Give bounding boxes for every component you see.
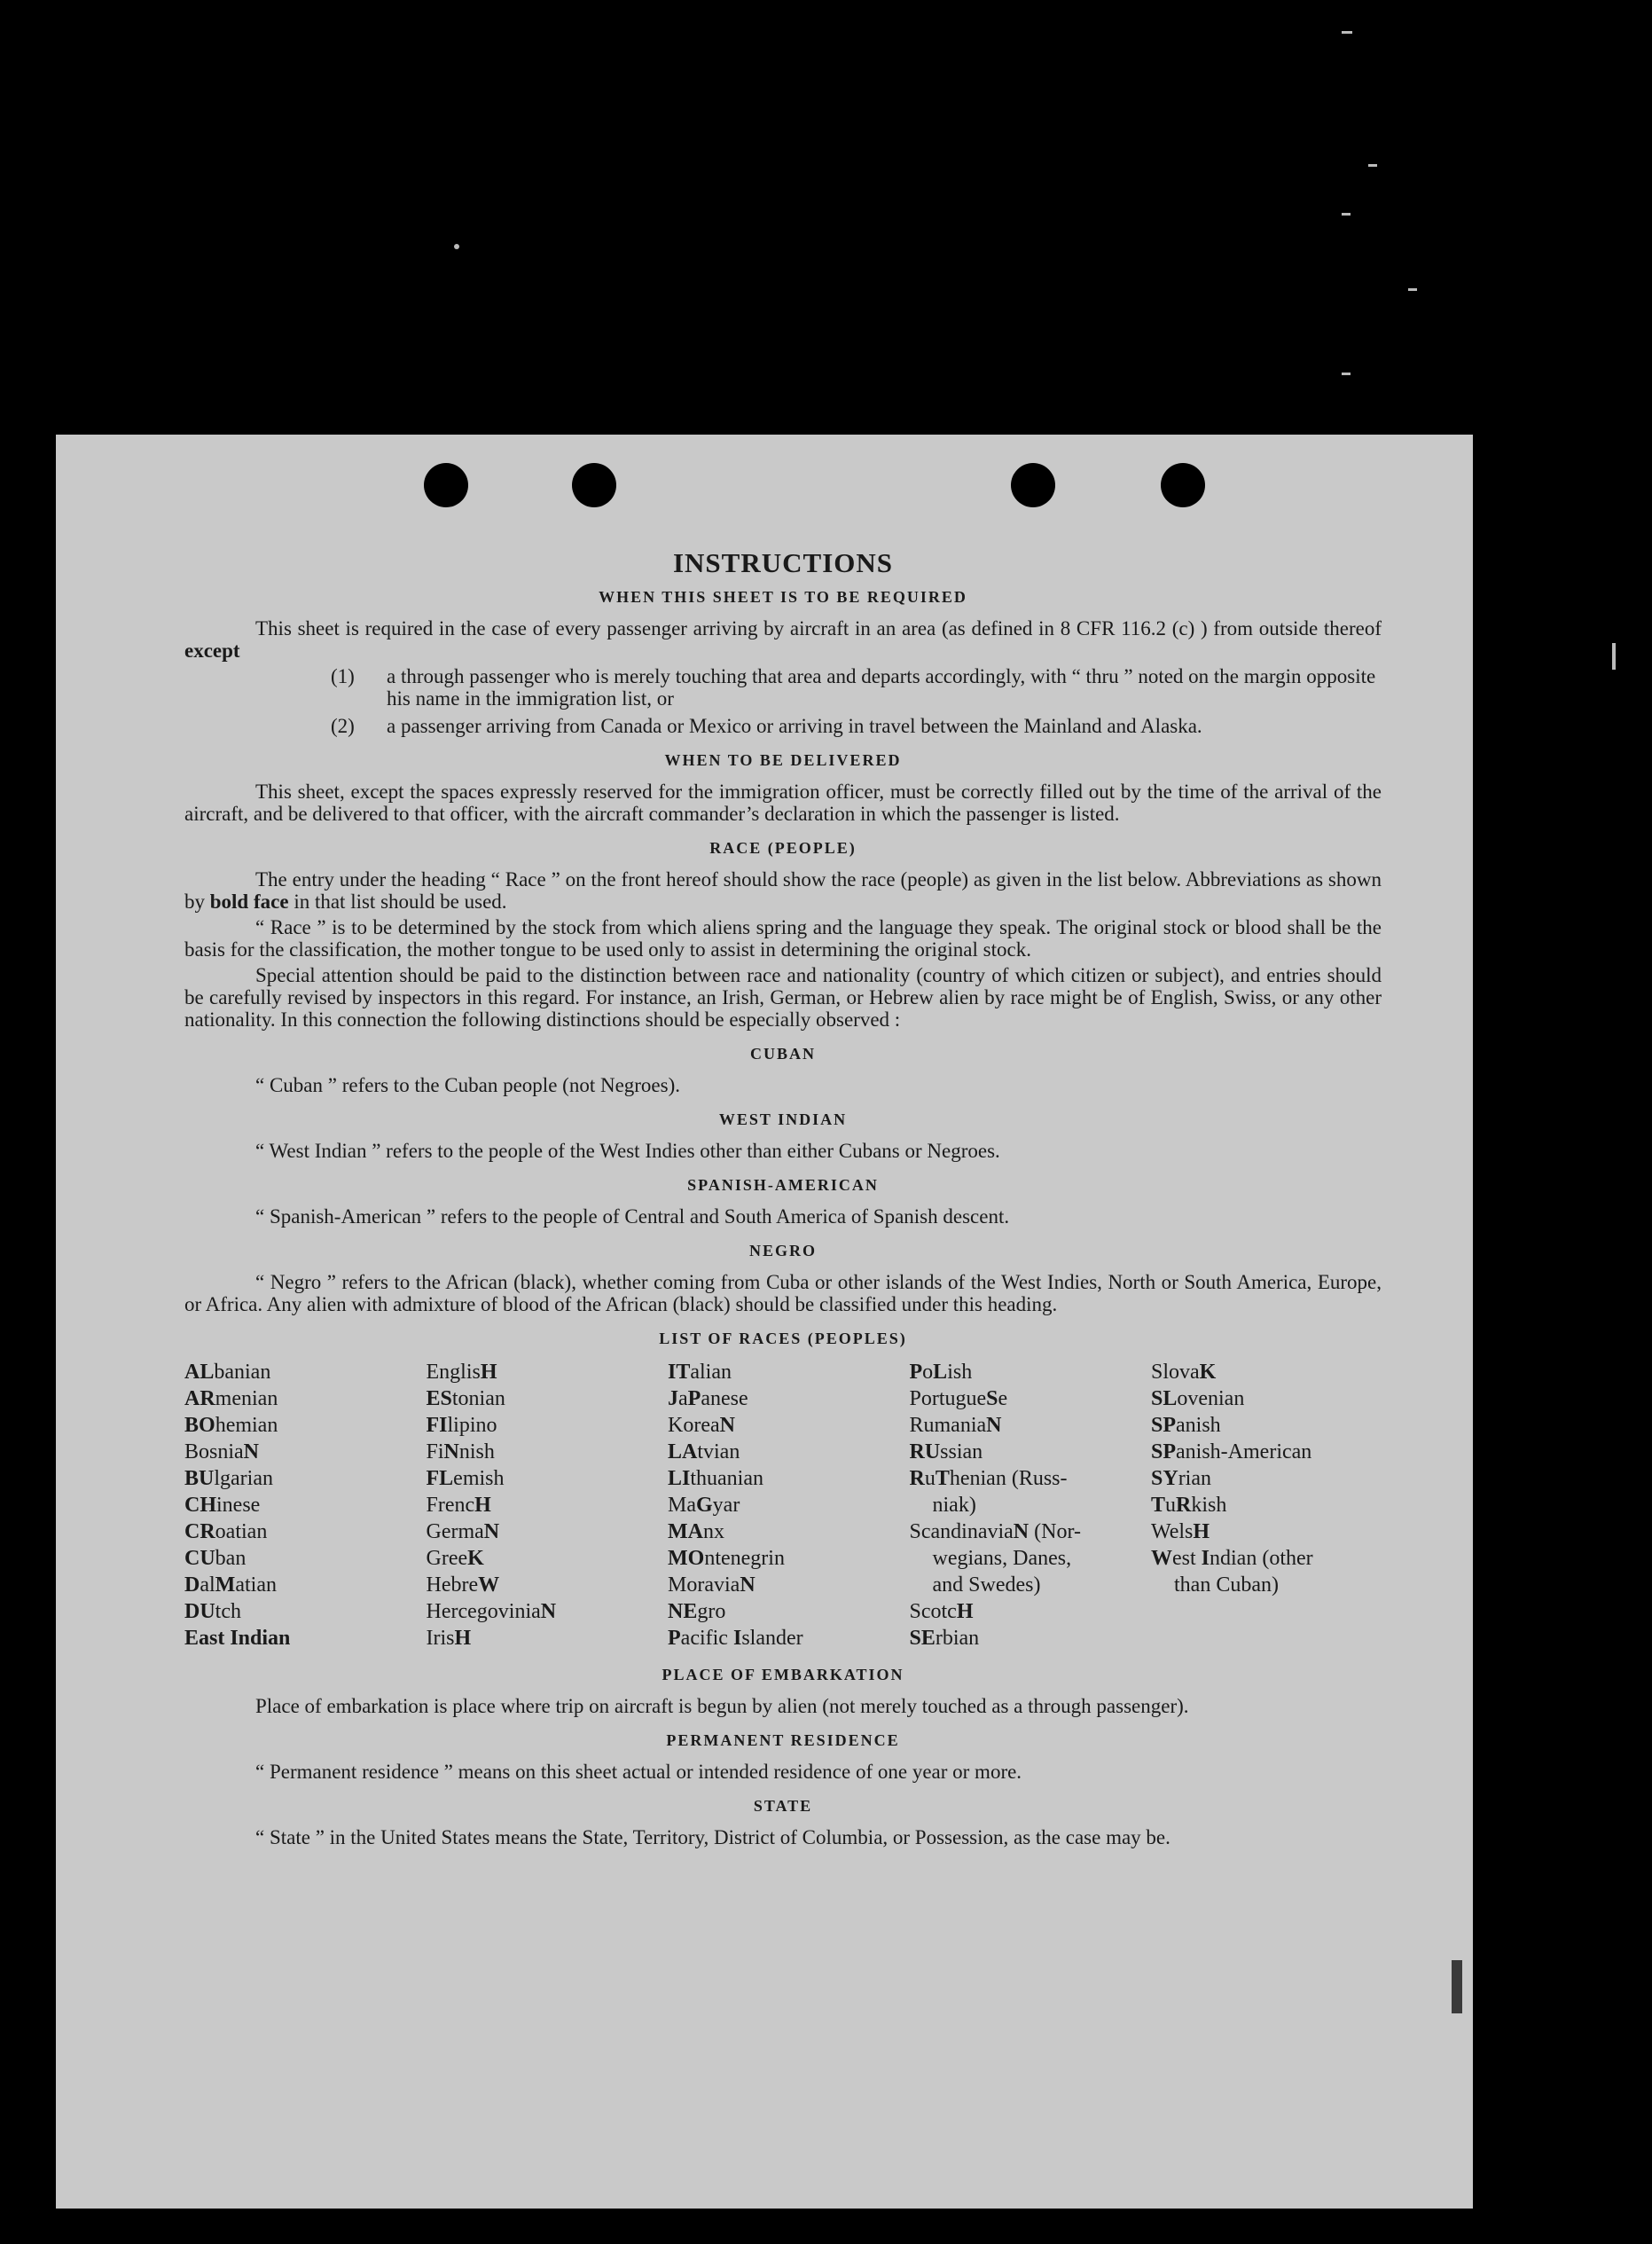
race-column-1 [184, 1359, 415, 1652]
race-entry [184, 1492, 415, 1518]
when-required-intro-text: This sheet is required in the case of every passenger arriving by aircraft in an area (as defined in 8 CFR 116.2 (c) ) from outside thereof [255, 617, 1382, 639]
race-text-part: menian [215, 1387, 278, 1410]
race-text-part: oatian [215, 1520, 268, 1543]
race-text-part: Englis [426, 1361, 481, 1384]
race-entry [668, 1385, 898, 1412]
document-sheet [56, 435, 1473, 2209]
race-text-part: hemian [215, 1414, 278, 1437]
race-text-part: tonian [451, 1387, 505, 1410]
scan-speck [1342, 31, 1352, 34]
race-column-5 [1151, 1359, 1382, 1652]
race-entry [427, 1439, 657, 1465]
race-entry [668, 1545, 898, 1572]
race-abbrev-part: BU [184, 1467, 215, 1490]
section-heading-race: RACE (PEOPLE) [709, 839, 857, 857]
race-abbrev-part: L [933, 1361, 948, 1384]
race-text-part: than Cuban) [1174, 1573, 1279, 1597]
race-abbrev-part: N [986, 1414, 1002, 1437]
race-abbrev-part: East Indian [184, 1627, 291, 1650]
race-abbrev-part: N [243, 1440, 260, 1463]
race-text-part: Fi [426, 1440, 444, 1463]
race-text-part: Scandinavia [909, 1520, 1014, 1543]
race-abbrev-part: N [540, 1600, 557, 1623]
race-entry [427, 1545, 657, 1572]
scan-speck [1342, 373, 1351, 375]
race-entry [668, 1359, 898, 1385]
race-column-4 [910, 1359, 1140, 1652]
race-text-part: ntenegrin [704, 1547, 785, 1570]
race-abbrev-part: N [1013, 1520, 1030, 1543]
race-text-part: Bosnia [184, 1440, 244, 1463]
race-entry [1151, 1518, 1382, 1545]
race-abbrev-part: LI [668, 1467, 691, 1490]
race-text-part: lgarian [214, 1467, 273, 1490]
race-p1-bold: bold face [209, 891, 289, 913]
race-abbrev-part: MA [668, 1520, 703, 1543]
race-entry [427, 1465, 657, 1492]
punch-hole [1011, 463, 1055, 507]
race-text-part: Korea [668, 1414, 720, 1437]
race-entry [668, 1465, 898, 1492]
negro-text: “ Negro ” refers to the African (black), whether coming from Cuba or other islands of the West Indies, North or South America, Europe, or Africa. Any alien with admixture of blood of the African (black) should be classified under this heading. [184, 1271, 1382, 1315]
race-entry [184, 1385, 415, 1412]
race-text-part: slander [741, 1627, 803, 1650]
race-entry [184, 1518, 415, 1545]
race-abbrev-part: N [443, 1440, 459, 1463]
race-entry [1151, 1465, 1382, 1492]
race-entry [1151, 1545, 1382, 1572]
race-entry [184, 1465, 415, 1492]
when-required-intro [184, 617, 1382, 662]
exception-number: (2) [331, 715, 355, 737]
race-text-part: rbian [935, 1627, 980, 1650]
race-text-part: u [1165, 1494, 1177, 1517]
race-entry [184, 1439, 415, 1465]
race-abbrev-part: H [956, 1600, 974, 1623]
race-abbrev-part: H [480, 1361, 497, 1384]
race-text-part: thuanian [690, 1467, 763, 1490]
section-heading-state: STATE [753, 1797, 813, 1815]
race-abbrev-part: DU [184, 1600, 215, 1623]
race-entry [184, 1598, 415, 1625]
race-abbrev-part: IT [668, 1361, 691, 1384]
race-abbrev-part: P [909, 1361, 923, 1384]
west-indian-text: “ West Indian ” refers to the people of the West Indies other than either Cubans or Negroes. [255, 1140, 1000, 1162]
race-text-part: Gree [426, 1547, 468, 1570]
race-abbrev-part: SY [1151, 1467, 1178, 1490]
race-paragraph-1 [184, 868, 1382, 913]
race-abbrev-part: N [719, 1414, 735, 1437]
race-entry [668, 1439, 898, 1465]
race-abbrev-part: CR [184, 1520, 215, 1543]
race-text-part: banian [214, 1361, 271, 1384]
race-entry [427, 1625, 657, 1652]
section-heading-list-of-races: LIST OF RACES (PEOPLES) [659, 1330, 907, 1347]
race-abbrev-part: I [1201, 1547, 1210, 1570]
race-entry [184, 1625, 415, 1652]
race-text-part: a [678, 1387, 688, 1410]
punch-hole [1161, 463, 1205, 507]
race-abbrev-part: FL [426, 1467, 454, 1490]
place-of-embarkation-text: Place of embarkation is place where trip on aircraft is begun by alien (not merely touched as a through passenger). [255, 1695, 1189, 1717]
race-abbrev-part: NE [668, 1600, 698, 1623]
race-text-part: and Swedes) [932, 1573, 1041, 1597]
race-abbrev-part: H [1193, 1520, 1210, 1543]
race-abbrev-part: N [740, 1573, 756, 1597]
race-abbrev-part: M [215, 1573, 236, 1597]
race-entry [910, 1598, 1140, 1625]
when-delivered-text: This sheet, except the spaces expressly reserved for the immigration officer, must be correctly filled out by the time of the arrival of the aircraft, and be delivered to that officer, with the aircraft commander’s declaration in which the passenger is listed. [184, 781, 1382, 825]
race-entry [668, 1492, 898, 1518]
race-text-part: wegians, Danes, [932, 1547, 1072, 1570]
exception-item-2 [184, 715, 1382, 737]
scan-speck [1612, 643, 1616, 670]
race-text-part: est [1172, 1547, 1202, 1570]
race-entry [668, 1572, 898, 1598]
exception-text: a through passenger who is merely touching that area and departs accordingly, with “ thru ” noted on the margin opposite his name in the immigration list, or [387, 665, 1376, 710]
punch-hole [572, 463, 616, 507]
race-abbrev-part: T [1151, 1494, 1166, 1517]
race-list [184, 1359, 1382, 1652]
race-abbrev-part: I [732, 1627, 742, 1650]
punch-hole [424, 463, 468, 507]
race-text-part: Slova [1151, 1361, 1200, 1384]
race-abbrev-part: SL [1151, 1387, 1178, 1410]
race-text-part: Frenc [426, 1494, 475, 1517]
race-text-part: niak) [932, 1494, 976, 1517]
race-entry [184, 1359, 415, 1385]
section-heading-when-delivered: WHEN TO BE DELIVERED [664, 751, 902, 769]
race-entry [427, 1412, 657, 1439]
scan-speck [1408, 288, 1417, 291]
race-paragraph-3: Special attention should be paid to the distinction between race and nationality (country of which citizen or subject), and entries should be carefully revised by inspectors in this regard. For instance, an Irish, German, or Hebrew alien by race might be of English, Swiss, or any other nationality. In this connection the following distinctions should be especially observed : [184, 964, 1382, 1031]
race-abbrev-part: CU [184, 1547, 215, 1570]
race-entry [427, 1572, 657, 1598]
race-entry [427, 1518, 657, 1545]
race-abbrev-part: H [454, 1627, 472, 1650]
race-abbrev-part: R [1176, 1494, 1192, 1517]
race-entry [910, 1412, 1140, 1439]
race-text-part: inese [216, 1494, 261, 1517]
race-text-part: atian [235, 1573, 277, 1597]
race-text-part: anish-American [1176, 1440, 1312, 1463]
race-abbrev-part: ES [426, 1387, 452, 1410]
exception-number: (1) [331, 665, 355, 687]
race-abbrev-part: W [1151, 1547, 1172, 1570]
section-heading-permanent-residence: PERMANENT RESIDENCE [666, 1731, 900, 1749]
race-text-part: henian (Russ- [949, 1467, 1068, 1490]
race-text-part: yar [712, 1494, 740, 1517]
exception-text: a passenger arriving from Canada or Mexico or arriving in travel between the Mainland and Alaska. [387, 715, 1202, 737]
race-abbrev-part: P [687, 1387, 701, 1410]
section-heading-west-indian: WEST INDIAN [718, 1110, 848, 1128]
instructions-content [184, 547, 1382, 1852]
race-entry [427, 1492, 657, 1518]
race-p1-a: The entry under the heading “ Race ” on the front hereof should show the race (people) as given in the list below. Abbreviations as shown by [184, 868, 1382, 913]
race-column-3 [668, 1359, 898, 1652]
race-paragraph-2: “ Race ” is to be determined by the stock from which aliens spring and the language they speak. The original stock or blood shall be the basis for the classification, the mother tongue to be used only to assist in determining the original stock. [184, 916, 1382, 961]
race-text-part: e [998, 1387, 1008, 1410]
race-abbrev-part: AR [184, 1387, 215, 1410]
race-text-part: ssian [940, 1440, 983, 1463]
race-p1-b: in that list should be used. [294, 891, 507, 913]
race-abbrev-part: AL [184, 1361, 215, 1384]
race-entry [668, 1518, 898, 1545]
race-text-part: Portugue [909, 1387, 987, 1410]
race-abbrev-part: LA [668, 1440, 698, 1463]
race-abbrev-part: RU [909, 1440, 941, 1463]
race-abbrev-part: J [668, 1387, 678, 1410]
race-text-part: Germa [426, 1520, 484, 1543]
race-entry [184, 1412, 415, 1439]
race-abbrev-part: W [478, 1573, 500, 1597]
race-entry [910, 1572, 1140, 1598]
race-abbrev-part: S [986, 1387, 998, 1410]
race-text-part: tvian [697, 1440, 740, 1463]
race-text-part: Moravia [668, 1573, 740, 1597]
race-entry [1151, 1412, 1382, 1439]
when-required-intro-bold: except [184, 639, 240, 662]
page-title: INSTRUCTIONS [672, 547, 893, 578]
race-text-part: (Nor- [1029, 1520, 1081, 1543]
race-entry [1151, 1385, 1382, 1412]
race-abbrev-part: SP [1151, 1440, 1177, 1463]
state-text: “ State ” in the United States means the State, Territory, District of Columbia, or Possession, as the case may be. [255, 1826, 1170, 1848]
race-abbrev-part: SP [1151, 1414, 1177, 1437]
race-text-part: al [200, 1573, 215, 1597]
section-heading-cuban: CUBAN [749, 1045, 816, 1063]
race-text-part: ovenian [1177, 1387, 1245, 1410]
race-text-part: ban [215, 1547, 247, 1570]
race-text-part: nish [458, 1440, 495, 1463]
race-entry [427, 1359, 657, 1385]
race-entry [910, 1439, 1140, 1465]
section-heading-when-required: WHEN THIS SHEET IS TO BE REQUIRED [599, 588, 967, 606]
race-text-part: Wels [1151, 1520, 1194, 1543]
race-text-part: Iris [426, 1627, 455, 1650]
race-abbrev-part: T [935, 1467, 950, 1490]
race-entry [427, 1385, 657, 1412]
race-entry [1151, 1572, 1382, 1598]
race-entry [427, 1598, 657, 1625]
race-text-part: tch [215, 1600, 241, 1623]
race-entry [1151, 1492, 1382, 1518]
race-text-part: nx [702, 1520, 724, 1543]
race-entry [1151, 1439, 1382, 1465]
race-text-part: Rumania [909, 1414, 987, 1437]
race-text-part: Hebre [426, 1573, 479, 1597]
race-text-part: lipino [447, 1414, 497, 1437]
race-text-part: gro [697, 1600, 726, 1623]
scan-speck [1368, 164, 1377, 167]
race-text-part: emish [453, 1467, 505, 1490]
race-entry [910, 1492, 1140, 1518]
race-text-part: acific [680, 1627, 733, 1650]
race-entry [910, 1518, 1140, 1545]
race-abbrev-part: D [184, 1573, 200, 1597]
race-text-part: Ma [668, 1494, 696, 1517]
exception-item-1 [184, 665, 1382, 710]
section-heading-negro: NEGRO [748, 1242, 817, 1259]
race-text-part: rian [1178, 1467, 1211, 1490]
race-entry [668, 1412, 898, 1439]
race-text-part: o [922, 1361, 934, 1384]
race-abbrev-part: CH [184, 1494, 216, 1517]
race-entry [910, 1625, 1140, 1652]
race-entry [910, 1385, 1140, 1412]
race-abbrev-part: BO [184, 1414, 215, 1437]
race-entry [184, 1572, 415, 1598]
cuban-text: “ Cuban ” refers to the Cuban people (not Negroes). [255, 1074, 681, 1096]
race-abbrev-part: FI [426, 1414, 448, 1437]
race-text-part: ndian (other [1210, 1547, 1313, 1570]
race-abbrev-part: G [696, 1494, 713, 1517]
race-entry [910, 1359, 1140, 1385]
race-entry [668, 1625, 898, 1652]
scan-speck [1342, 213, 1351, 216]
race-text-part: anish [1176, 1414, 1221, 1437]
permanent-residence-text: “ Permanent residence ” means on this sheet actual or intended residence of one year or more. [255, 1761, 1022, 1783]
race-entry [910, 1465, 1140, 1492]
race-entry [1151, 1359, 1382, 1385]
race-abbrev-part: MO [668, 1547, 705, 1570]
race-entry [184, 1545, 415, 1572]
race-abbrev-part: K [467, 1547, 484, 1570]
section-heading-spanish-american: SPANISH-AMERICAN [687, 1176, 879, 1194]
race-text-part: anese [701, 1387, 748, 1410]
race-column-2 [427, 1359, 657, 1652]
scan-speck [454, 244, 459, 249]
race-abbrev-part: SE [909, 1627, 936, 1650]
race-abbrev-part: P [668, 1627, 681, 1650]
race-abbrev-part: N [483, 1520, 500, 1543]
section-heading-place-of-embarkation: PLACE OF EMBARKATION [662, 1666, 904, 1683]
race-abbrev-part: K [1199, 1361, 1217, 1384]
race-abbrev-part: H [474, 1494, 491, 1517]
race-text-part: ish [947, 1361, 973, 1384]
spanish-american-text: “ Spanish-American ” refers to the people of Central and South America of Spanish descent. [255, 1205, 1010, 1228]
race-text-part: kish [1191, 1494, 1227, 1517]
race-text-part: Scotc [909, 1600, 957, 1623]
binder-tab [1452, 1960, 1462, 2013]
race-text-part: Hercegovinia [426, 1600, 541, 1623]
race-entry [910, 1545, 1140, 1572]
race-abbrev-part: R [909, 1467, 925, 1490]
race-entry [668, 1598, 898, 1625]
race-text-part: u [924, 1467, 936, 1490]
race-text-part: alian [690, 1361, 732, 1384]
